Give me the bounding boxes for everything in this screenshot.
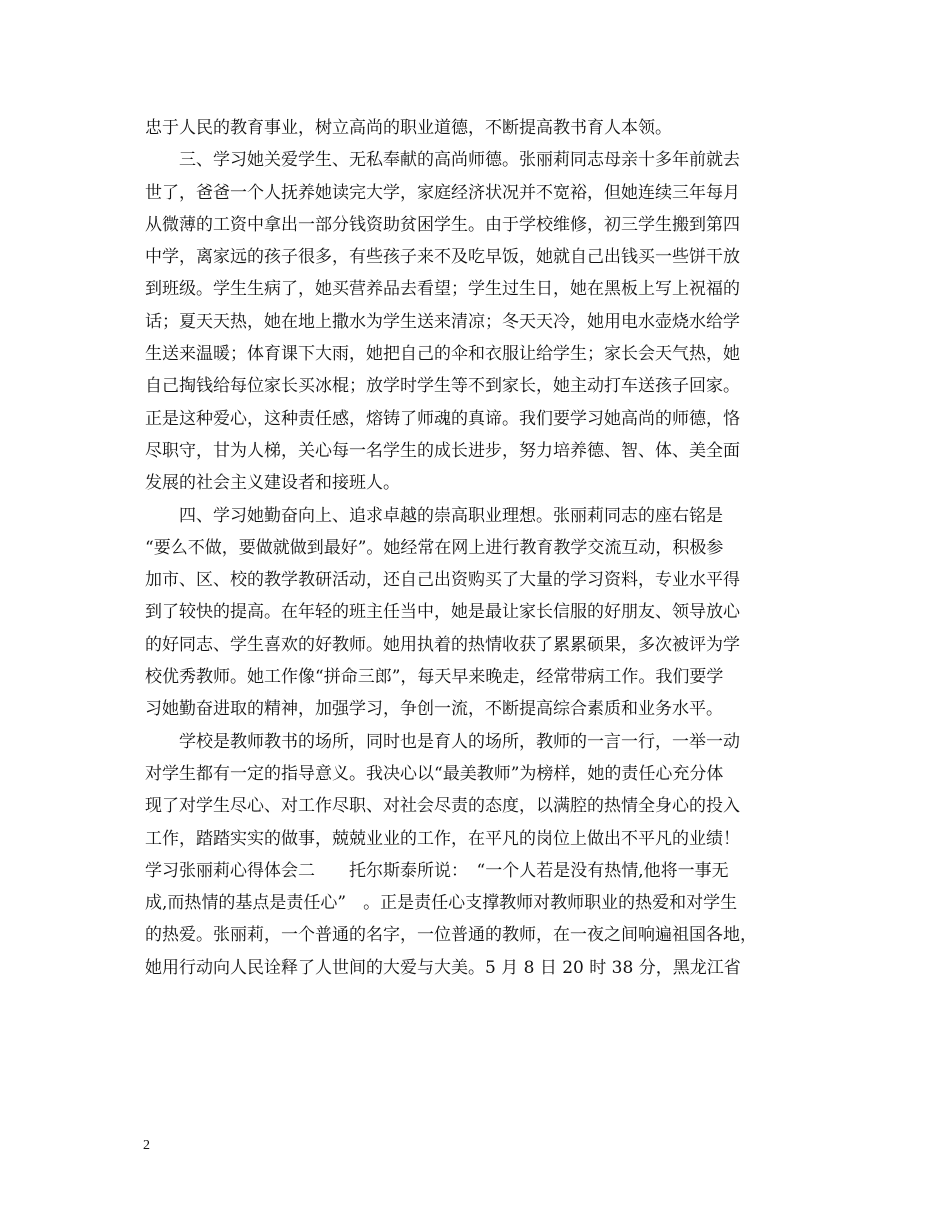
text-line: 的热爱。张丽莉，一个普通的名字，一位普通的教师，在一夜之间响遍祖国各地， [145, 925, 757, 946]
text-line: 学校是教师教书的场所，同时也是育人的场所，教师的一言一行，一举一动 [179, 731, 740, 752]
text-line: 校优秀教师。她工作像“拼命三郎”，每天早来晚走，经常带病工作。我们要学 [145, 667, 724, 688]
text-line: 工作，踏踏实实的做事，兢兢业业的工作，在平凡的岗位上做出不平凡的业绩！ [145, 828, 740, 849]
text-line: 生送来温暖；体育课下大雨，她把自己的伞和衣服让给学生；家长会天气热，她 [145, 344, 740, 365]
text-line: 从微薄的工资中拿出一部分钱资助贫困学生。由于学校维修，初三学生搬到第四 [145, 214, 740, 235]
text-line: 她用行动向人民诠释了人世间的大爱与大美。5 月 8 日 20 时 38 分，黑龙江省 [145, 957, 741, 978]
text-line: 对学生都有一定的指导意义。我决心以“最美教师”为榜样，她的责任心充分体 [145, 763, 724, 784]
text-line: 习她勤奋进取的精神，加强学习，争创一流，不断提高综合素质和业务水平。 [145, 699, 723, 720]
text-line: 成,而热情的基点是责任心” 。正是责任心支撑教师对教师职业的热爱和对学生 [145, 893, 738, 914]
text-line: 话；夏天天热，她在地上撒水为学生送来清凉；冬天天冷，她用电水壶烧水给学 [145, 311, 740, 332]
text-line: “要么不做，要做就做到最好”。她经常在网上进行教育教学交流互动，积极参 [145, 537, 724, 558]
text-line: 现了对学生尽心、对工作尽职、对社会尽责的态度，以满腔的热情全身心的投入 [145, 796, 740, 817]
text-line: 中学，离家远的孩子很多，有些孩子来不及吃早饭，她就自己出钱买一些饼干放 [145, 247, 740, 268]
page-number: 2 [143, 1138, 150, 1153]
text-line: 学习张丽莉心得体会二 托尔斯泰所说： “一个人若是没有热情,他将一事无 [145, 860, 729, 881]
text-line: 到了较快的提高。在年轻的班主任当中，她是最让家长信服的好朋友、领导放心 [145, 602, 740, 623]
text-line: 的好同志、学生喜欢的好教师。她用执着的热情收获了累累硕果，多次被评为学 [145, 634, 740, 655]
text-line: 加市、区、校的教学教研活动，还自己出资购买了大量的学习资料，专业水平得 [145, 570, 740, 591]
text-line: 发展的社会主义建设者和接班人。 [145, 473, 400, 494]
text-line: 三、学习她关爱学生、无私奉献的高尚师德。张丽莉同志母亲十多年前就去 [179, 150, 740, 171]
text-line: 尽职守，甘为人梯，关心每一名学生的成长进步，努力培养德、智、体、美全面 [145, 440, 740, 461]
text-line: 四、学习她勤奋向上、追求卓越的崇高职业理想。张丽莉同志的座右铭是 [179, 505, 723, 526]
text-line: 自己掏钱给每位家长买冰棍；放学时学生等不到家长，她主动打车送孩子回家。 [145, 376, 740, 397]
text-line: 忠于人民的教育事业，树立高尚的职业道德，不断提高教书育人本领。 [145, 118, 672, 138]
text-line: 世了，爸爸一个人抚养她读完大学，家庭经济状况并不宽裕，但她连续三年每月 [145, 182, 740, 203]
text-line: 到班级。学生生病了，她买营养品去看望；学生过生日，她在黑板上写上祝福的 [145, 279, 740, 300]
text-line: 正是这种爱心，这种责任感，熔铸了师魂的真谛。我们要学习她高尚的师德，恪 [145, 408, 740, 429]
body-text [145, 112, 805, 984]
